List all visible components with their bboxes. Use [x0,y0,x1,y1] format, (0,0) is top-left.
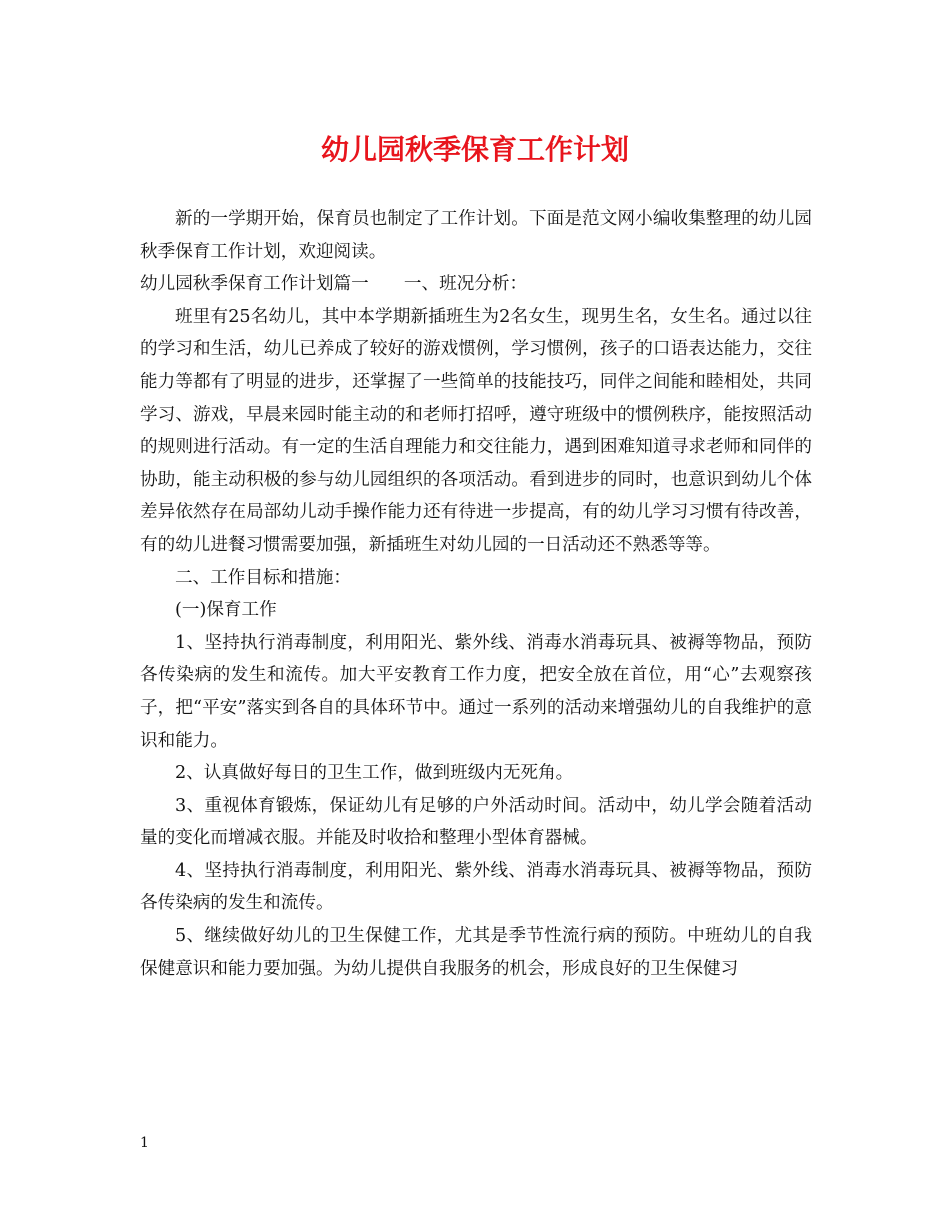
intro-paragraph: 新的一学期开始，保育员也制定了工作计划。下面是范文网小编收集整理的幼儿园秋季保育工作计划，欢迎阅读。 [140,209,812,262]
section-heading-goals: 二、工作目标和措施： [175,567,351,588]
document-body [140,203,812,985]
document-title: 幼儿园秋季保育工作计划 [320,133,629,166]
list-item-2: 2、认真做好每日的卫生工作，做到班级内无死角。 [175,763,574,784]
list-item-5: 5、继续做好幼儿的卫生保健工作，尤其是季节性流行病的预防。中班幼儿的自我保健意识和能力要加强。为幼儿提供自我服务的机会，形成良好的卫生保健习 [140,926,812,979]
list-item-1: 1、坚持执行消毒制度，利用阳光、紫外线、消毒水消毒玩具、被褥等物品，预防各传染病的发生和流传。加大平安教育工作力度，把安全放在首位，用“心”去观察孩子，把“平安”落实到各自的具体环节中。通过一系列的活动来增强幼儿的自我维护的意识和能力。 [140,632,812,751]
list-item-3: 3、重视体育锻炼，保证幼儿有足够的户外活动时间。活动中，幼儿学会随着活动量的变化而增减衣服。并能及时收拾和整理小型体育器械。 [140,795,812,849]
subsection-heading-care-work: (一)保育工作 [175,600,277,621]
page-number: 1 [140,1135,149,1151]
section-heading-class-analysis: 幼儿园秋季保育工作计划篇一 一、班况分析： [140,274,528,295]
class-analysis-paragraph: 班里有25名幼儿，其中本学期新插班生为2名女生，现男生名，女生名。通过以往的学习和生活，幼儿已养成了较好的游戏惯例，学习惯例，孩子的口语表达能力，交往能力等都有了明显的进步，还掌握了一些简单的技能技巧，同伴之间能和睦相处，共同学习、游戏，早晨来园时能主动的和老师打招呼，遵守班级中的惯例秩序，能按照活动的规则进行活动。有一定的生活自理能力和交往能力，遇到困难知道寻求老师和同伴的协助，能主动积极的参与幼儿园组织的各项活动。看到进步的同时，也意识到幼儿个体差异依然存在局部幼儿动手操作能力还有待进一步提高，有的幼儿学习习惯有待改善，有的幼儿进餐习惯需要加强，新插班生对幼儿园的一日活动还不熟悉等等。 [140,306,812,555]
list-item-4: 4、坚持执行消毒制度，利用阳光、紫外线、消毒水消毒玩具、被褥等物品，预防各传染病的发生和流传。 [140,860,812,914]
